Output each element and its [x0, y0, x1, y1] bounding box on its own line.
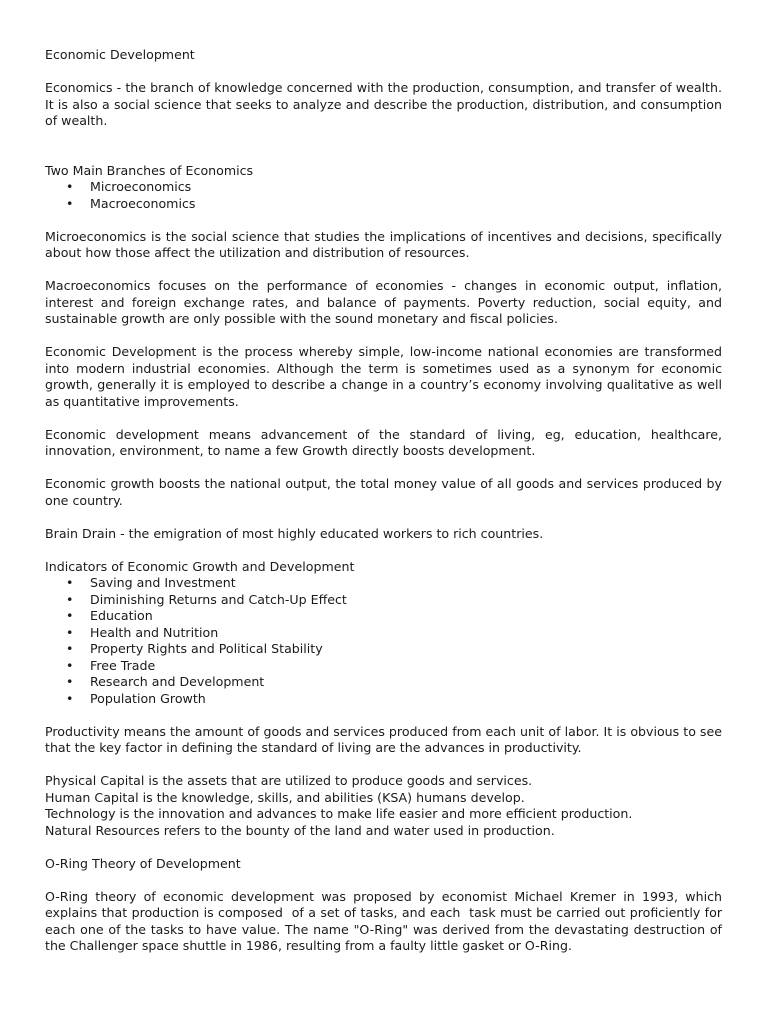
productivity-paragraph: Productivity means the amount of goods and services produced from each unit of labor. It is obvious to see that the key factor in defining the standard of living are the advances in productivity. — [45, 723, 722, 755]
document-title: Economic Development — [45, 47, 195, 62]
physical-capital-line: Physical Capital is the assets that are utilized to produce goods and services. — [45, 773, 533, 788]
economics-definition: Economics - the branch of knowledge concerned with the production, consumption, and transfer of wealth. It is also a social science that seeks to analyze and describe the production, distribution, and consumption of wealth. — [45, 80, 722, 128]
technology-line: Technology is the innovation and advances to make life easier and more efficient production. — [45, 806, 633, 821]
list-item: • Research and Development — [90, 674, 722, 691]
list-item: • Microeconomics — [90, 179, 722, 196]
microeconomics-paragraph: Microeconomics is the social science that studies the implications of incentives and decisions, specifically about how those affect the utilization and distribution of resources. — [45, 228, 722, 260]
list-item: • Macroeconomics — [90, 196, 722, 213]
macroeconomics-paragraph: Macroeconomics focuses on the performance of economies - changes in economic output, inflation, interest and foreign exchange rates, and balance of payments. Poverty reduction, social equity, and sustainable growth are only possible with the sound monetary and fiscal policies. — [45, 278, 722, 326]
human-capital-line: Human Capital is the knowledge, skills, and abilities (KSA) humans develop. — [45, 789, 525, 805]
list-item: • Free Trade — [90, 658, 722, 675]
development-means-paragraph: Economic development means advancement of the standard of living, eg, education, healthcare, innovation, environment, to name a few Growth directly boosts development. — [45, 426, 722, 458]
branches-list — [45, 179, 722, 212]
branches-heading: Two Main Branches of Economics — [45, 162, 254, 178]
list-item: • Education — [90, 608, 722, 625]
oring-paragraph: O-Ring theory of economic development was proposed by economist Michael Kremer in 1993, which explains that production is composed of a set of tasks, and each task must be carried out proficiently for each one of the tasks to have value. The name "O-Ring" was derived from the devastating destruction of the Challenger space shuttle in 1986, resulting from a faulty little gasket or O-Ring. — [45, 888, 727, 953]
natural-resources-line: Natural Resources refers to the bounty of the land and water used in production. — [45, 822, 555, 838]
brain-drain-paragraph: Brain Drain - the emigration of most highly educated workers to rich countries. — [45, 525, 544, 541]
list-item: • Health and Nutrition — [90, 625, 722, 642]
list-item: • Population Growth — [90, 691, 722, 708]
indicators-list — [45, 575, 722, 707]
oring-heading: O-Ring Theory of Development — [45, 855, 241, 871]
list-item: • Property Rights and Political Stability — [90, 641, 722, 658]
economic-development-paragraph: Economic Development is the process whereby simple, low-income national economies are transformed into modern industrial economies. Although the term is sometimes used as a synonym for economic growth, generally it is employed to describe a change in a country’s economy involving qualitative as well as quantitative improvements. — [45, 344, 722, 409]
economic-growth-paragraph: Economic growth boosts the national output, the total money value of all goods and services produced by one country. — [45, 476, 722, 508]
indicators-heading: Indicators of Economic Growth and Development — [45, 558, 355, 574]
list-item: • Diminishing Returns and Catch-Up Effect — [90, 592, 722, 609]
list-item: • Saving and Investment — [90, 575, 722, 592]
